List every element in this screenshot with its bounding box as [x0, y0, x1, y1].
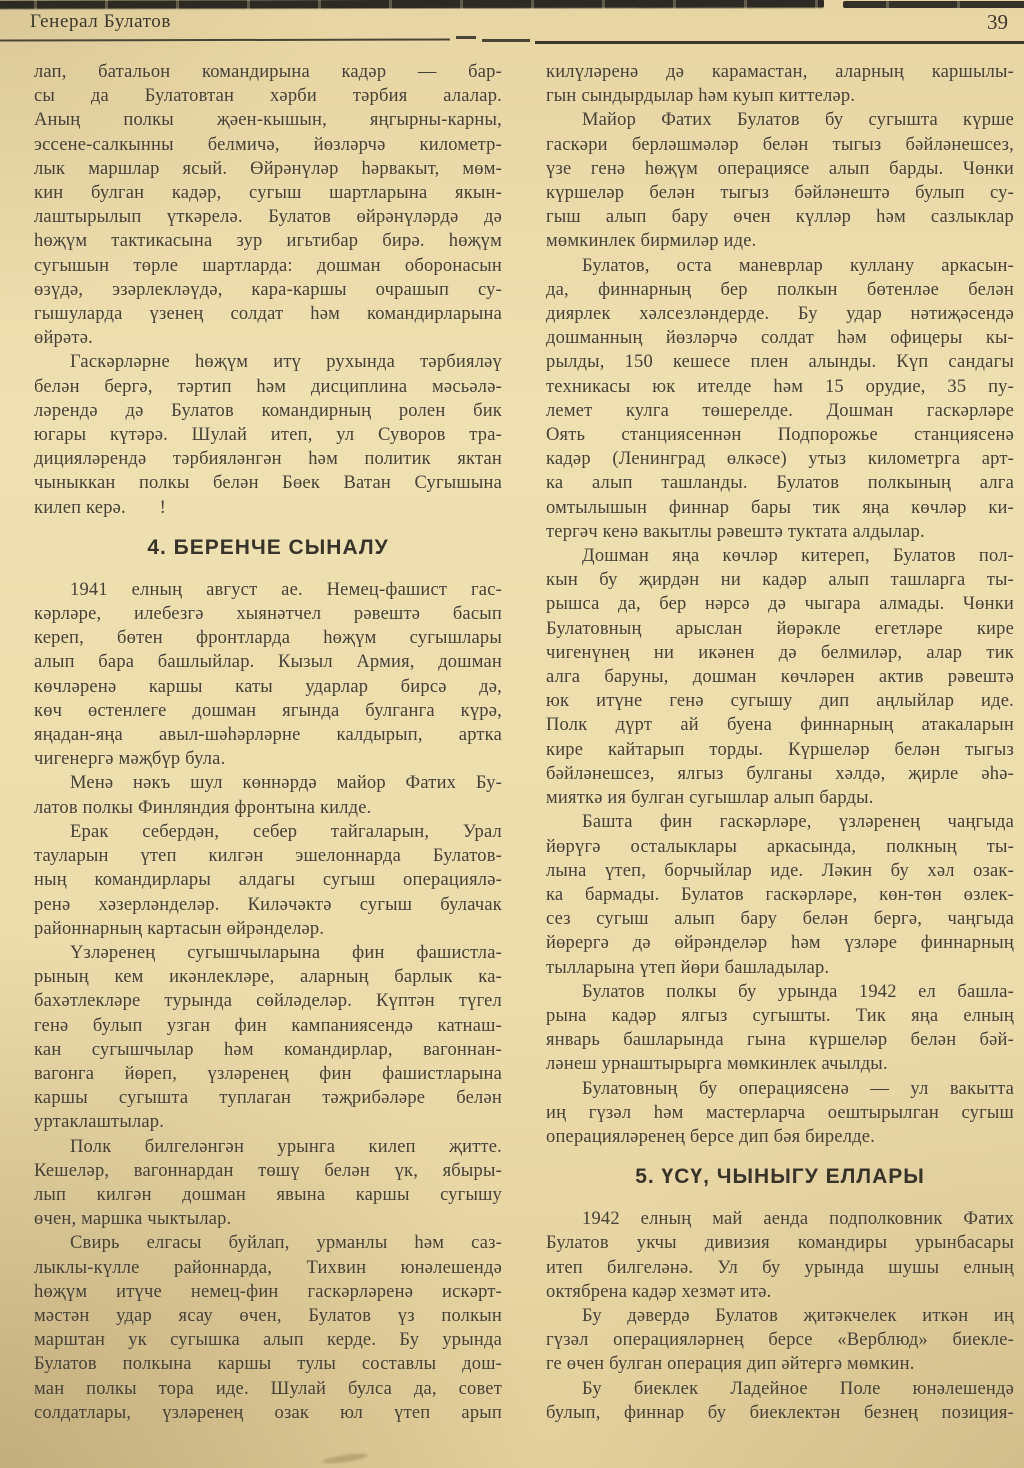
text-line: көч өстенлеге дошман ягында булганга күрә, [34, 700, 502, 721]
text-line: рының кем икәнлекләре, аларның барлык ка- [34, 967, 502, 988]
text-line: һөҗүм итүче немец-фин гаскәрләренә искәрт- [34, 1281, 502, 1302]
text-line: чыныккан полкы белән Бөек Ватан Сугышына [34, 473, 502, 494]
text-line: югары күтәрә. Шулай итеп, ул Суворов тра- [34, 425, 502, 446]
paragraph [546, 1077, 1014, 1150]
text-line: кәрләре, илебезгә хыянәтчел рәвештә басып [34, 604, 502, 625]
paragraph [546, 1207, 1014, 1304]
text-line: Булатов полкына каршы тулы составлы дош- [34, 1354, 502, 1375]
text-line: районнарның картасын өйрәнделәр. [34, 918, 325, 939]
text-line: техникасы юк ителде һәм 15 орудие, 35 пу- [546, 376, 1014, 397]
paragraph [34, 771, 502, 819]
text-line: Булатов, оста маневрлар куллану аркасын- [582, 255, 1014, 276]
paragraph [34, 820, 502, 941]
paragraph [546, 60, 1014, 108]
text-line: Свирь елгасы буйлап, урманлы һәм саз- [70, 1233, 502, 1254]
text-line: дицияләрендә тәрбияләнгән һәм политик яктан [34, 449, 502, 470]
text-line: сугышын төрле шартларда: дошман оборонасын [34, 255, 502, 276]
paragraph [34, 941, 502, 1135]
text-line: ренә хәзерләнделәр. Киләчәктә сугыш булачак [34, 894, 502, 915]
text-line: сы да Булатовтан хәрби тәрбия алалар. [34, 86, 502, 107]
text-line: лап, батальон командирына кадәр — бар- [34, 62, 502, 82]
text-line: гын сындырдылар һәм куып киттеләр. [546, 86, 856, 107]
text-line: тылларына үтеп йөри башладылар. [546, 957, 830, 978]
paragraph [546, 1304, 1014, 1377]
text-line: мәстән удар ясау өчен, Булатов үз полкын [34, 1305, 502, 1326]
text-line: каршы сугышта туплаган тәҗрибәләре белән [34, 1088, 502, 1109]
text-line: Дошман яңа көчләр китереп, Булатов пол- [582, 546, 1014, 567]
text-line: гаскәри берләшмәләр белән тыгыз бәйләнешсез, [546, 134, 1014, 155]
paragraph [546, 1377, 1014, 1425]
text-line: яңадан-яңа авыл-шәһәрләрне калдырып, артка [34, 725, 502, 746]
text-line: Менә нәкъ шул көннәрдә майор Фатих Бу- [70, 773, 502, 794]
paragraph [546, 108, 1014, 253]
text-line: белән бергә, тәртип һәм дисциплина мәсьәлә- [34, 376, 502, 397]
text-line: кын бу җирдән ни кадәр алып ташларга ты- [546, 570, 1014, 591]
text-line: йөрүгә осталыклары аркасында, полкның ты- [546, 836, 1014, 857]
text-line: да, финнарның бер полкын бөтенләе белән [546, 279, 1014, 300]
text-line: бәйләнешсез, ялгыз булганы хәлдә, җирле әһә- [546, 763, 1014, 784]
header-dash-short [456, 36, 476, 39]
text-line: Үзләренең сугышчыларына фин фашистла- [70, 942, 502, 963]
text-line: эссене-салкынны белмичә, йөзләрчә километр- [34, 134, 502, 155]
text-line: Башта фин гаскәрләре, үзләренең чаңгыда [582, 812, 1014, 833]
text-line: һөҗүм тактикасына зур игьтибар бирә. һөҗүм [34, 231, 502, 252]
text-line: Аның полкы җәен-кышын, яңгырны-карны, [34, 110, 502, 131]
text-line: омтылышын финнар бары тик яңа көчләр ки- [546, 497, 1014, 518]
text-line: көчләренә каршы каты ударлар бирсә дә, [34, 676, 502, 697]
text-line: өчен, маршка чыктылар. [34, 1209, 232, 1230]
text-line: Булатов полкы бу урында 1942 ел башла- [582, 981, 1014, 1002]
text-line: итеп билгеләнә. Ул бу урында шушы елның [546, 1257, 1014, 1278]
text-line: октябрена кадәр хезмәт итә. [546, 1281, 772, 1302]
text-line: өйрәтә. [34, 328, 93, 349]
text-line: дошманның йөзләрчә солдат һәм офицеры кы- [546, 328, 1014, 349]
text-line: лына үтеп, борчыйлар иде. Ләкин бу хәл озак- [546, 860, 1014, 881]
text-line: солдатлары, үзләренең озак юл үтеп арып [34, 1402, 502, 1423]
paper-smudge [322, 1452, 369, 1465]
text-line: вагонга йөреп, үзләренең фин фашистларына [34, 1063, 502, 1084]
text-line: кин булган кадәр, сугыш шартларына якын- [34, 183, 502, 204]
text-line: Майор Фатих Булатов бу сугышта күрше [582, 110, 1014, 131]
paragraph [34, 1135, 502, 1232]
paragraph [34, 60, 502, 350]
text-line: кадәр (Ленинград өлкәсе) утыз километрга арт- [546, 449, 1014, 470]
text-line: лып килгән дошман явына каршы сугышу [34, 1184, 502, 1205]
text-line: Бу биеклек Ладейное Поле юнәлешендә [582, 1378, 1014, 1399]
text-line: лаштырылып үткәрелә. Булатов өйрәнүләрдә дә [34, 207, 502, 228]
text-line: латов полкы Финляндия фронтына килде. [34, 797, 372, 818]
text-line: марштан ук сугышка алып керде. Бу урында [34, 1330, 502, 1351]
top-border [0, 0, 1024, 11]
text-line: январь башларында гына күршеләр белән бәй- [546, 1030, 1014, 1051]
text-line: өзүдә, эзәрлекләүдә, кара-каршы очрашып су- [34, 279, 502, 300]
text-line: Булатовның арыслан йөрәкле егетләре кире [546, 618, 1014, 639]
text-line: чигенергә мәҗбүр була. [34, 749, 226, 770]
right-column [546, 60, 1014, 1425]
text-line: күршеләр белән тыгыз бәйләнештә булып су- [546, 183, 1014, 204]
text-line: ман полкы тора иде. Шулай булса да, совет [34, 1378, 502, 1399]
text-line: алып бара башлыйлар. Кызыл Армия, дошман [34, 652, 502, 673]
text-line: ләрендә дә Булатов командирның ролен бик [34, 400, 502, 421]
text-line: генә булып узган фин кампаниясендә катнаш- [34, 1015, 502, 1036]
text-line: гыш алып бару өчен күлләр һәм сазлыклар [546, 207, 1014, 228]
left-column [34, 60, 502, 1425]
text-line: булып, финнар бу биеклектән безнең позиция- [546, 1402, 1014, 1423]
paragraph [34, 350, 502, 519]
text-line: 1942 елның май аенда подполковник Фатих [582, 1209, 1014, 1230]
text-line: тауларын үтеп килгән эшелоннарда Булатов- [34, 846, 502, 867]
text-line: ның командирлары алдагы сугыш операциялә- [34, 870, 502, 891]
text-line: сез сугыш алып бару белән бергә, чаңгыда [546, 909, 1014, 930]
text-line: рышса да, бер нәрсә дә чыгара алмады. Чөнки [546, 594, 1014, 615]
text-line: ләнеш урнаштырырга мөмкинлек ачылды. [546, 1054, 888, 1075]
text-line: диярлек хәлсезләндерде. Бу удар нәтиҗәсендә [546, 304, 1014, 325]
text-line: операцияләренең берсе дип бәя бирелде. [546, 1126, 876, 1147]
text-line: килүләренә дә карамастан, аларның каршылы- [546, 62, 1014, 82]
text-line: йөрергә дә өйрәнделәр һәм үзләре финнарның [546, 933, 1014, 954]
text-line: Кешеләр, вагоннардан төшү белән үк, ябыры- [34, 1160, 502, 1181]
text-line: Полк дүрт ай буена финнарның атакаларын [546, 715, 1014, 736]
paragraph [34, 1231, 502, 1425]
text-line: Полк билгеләнгән урынга килеп җитте. [70, 1136, 502, 1157]
text-line: Булатовның бу операциясенә — ул вакытта [582, 1078, 1014, 1099]
text-line: чигенүнең ни икәнен дә белмиләр, алар тик [546, 642, 1014, 663]
page-body [34, 60, 1014, 1425]
text-line: кан сугышчылар һәм командирлар, вагоннан- [34, 1039, 502, 1060]
paragraph [546, 810, 1014, 979]
text-line: гышуларда үзенең солдат һәм командирларына [34, 304, 502, 325]
text-line: ка алып ташланды. Булатов полкының алга [546, 473, 1014, 494]
text-line: ге өчен булган операция дип әйтергә мөмкин. [546, 1354, 915, 1375]
text-line: Гаскәрләрне һөҗүм итү рухында тәрбияләү [70, 352, 502, 373]
top-border-left-segment [0, 0, 824, 9]
text-line: мөмкинлек бирмиләр иде. [546, 231, 757, 252]
header-rule-left [0, 39, 450, 42]
paragraph [34, 578, 502, 772]
text-line: килеп керә. ! [34, 497, 167, 518]
header-dash-long [482, 39, 530, 42]
paragraph [546, 254, 1014, 544]
text-line: уртаклаштылар. [34, 1112, 165, 1133]
header-rule-right [535, 41, 1024, 44]
text-line: 1941 елның август ае. Немец-фашист гас- [70, 579, 502, 600]
text-line: иң гүзәл һәм мастерларча оештырылган сугыш [546, 1102, 1014, 1123]
top-border-right-segment [843, 1, 1024, 8]
paragraph [546, 980, 1014, 1077]
text-line: кереп, бөтен фронтларда һөҗүм сугышлары [34, 628, 502, 649]
text-line: Булатов укчы дивизия командиры урынбасары [546, 1233, 1014, 1254]
text-line: мияткә ия булган сугышлар алып барды. [546, 788, 874, 809]
text-line: рына кадәр ялгыз сугышты. Тик яңа елның [546, 1005, 1014, 1026]
running-header-title: Генерал Булатов [30, 11, 171, 32]
text-line: алга баруны, дошман көчләрен актив рәвештә [546, 667, 1014, 688]
text-line: рылды, 150 кешесе плен алынды. Күп сандагы [546, 352, 1014, 373]
text-line: үзе генә һөҗүм операциясе алып барды. Чөнки [546, 158, 1014, 179]
text-line: кире кайтарып торды. Күршеләр белән тыгыз [546, 739, 1014, 760]
text-line: бахәтлекләре турында сөйләделәр. Күптән түгел [34, 991, 502, 1012]
text-line: Бу дәвердә Булатов җитәкчелек иткән иң [582, 1305, 1014, 1326]
text-line: Оять станциясеннән Подпорожье станциясенә [546, 425, 1014, 446]
text-line: Ерак себердән, себер тайгаларын, Урал [70, 821, 502, 842]
section-heading: 5. ҮСҮ, ЧЫНЫГУ ЕЛЛАРЫ [635, 1165, 925, 1189]
text-line: гүзәл операцияләрнең берсе «Верблюд» биекле- [546, 1330, 1014, 1351]
text-line: юк итүне генә сугышу дип аңлыйлар иде. [546, 691, 1014, 712]
text-line: тергәч кенә вакытлы рәвештә туктата алдылар. [546, 521, 925, 542]
text-line: лемет кулга төшерелде. Дошман гаскәрләре [546, 400, 1014, 421]
section-heading: 4. БЕРЕНЧЕ СЫНАЛУ [147, 535, 389, 559]
text-line: лык маршлар ясый. Өйрәнүләр һәрвакыт, мөм- [34, 158, 502, 179]
text-line: лыклы-күлле районнарда, Тихвин юнәлешендә [34, 1257, 502, 1278]
text-line: ка бармады. Булатов гаскәрләре, көн-төн өзлек- [546, 884, 1014, 905]
page-number: 39 [987, 10, 1008, 34]
paragraph [546, 544, 1014, 810]
